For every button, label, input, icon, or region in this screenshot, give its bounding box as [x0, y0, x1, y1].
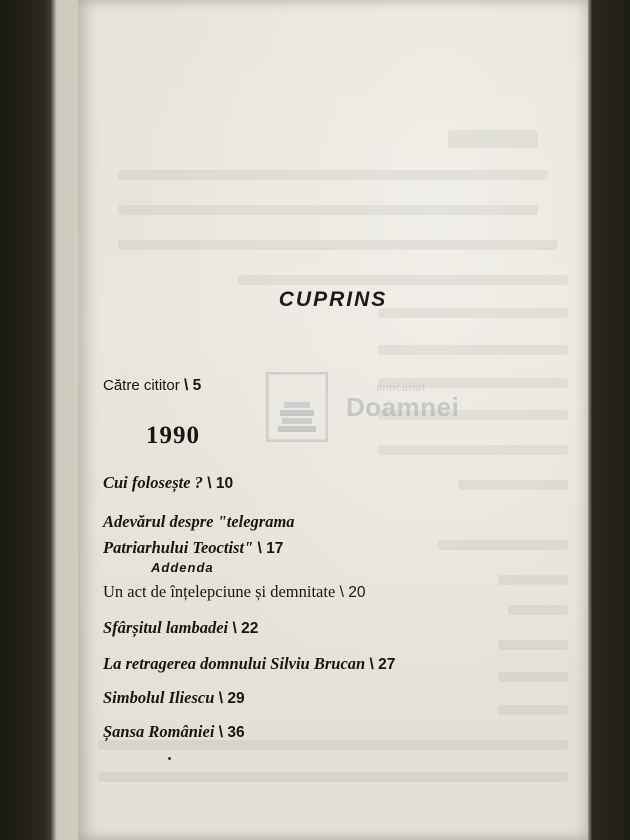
toc-entry: [103, 538, 283, 558]
toc-entry-intro: [103, 377, 201, 395]
toc-entry-label: Șansa României: [103, 722, 215, 741]
watermark: [266, 370, 460, 450]
toc-entry-page: 27: [378, 656, 396, 673]
toc-entry: [103, 722, 245, 742]
toc-entry-page: 5: [192, 377, 202, 394]
section-year: 1990: [146, 422, 200, 449]
addenda-heading: Addenda: [151, 560, 214, 575]
toc-entry-page: 36: [227, 724, 245, 741]
toc-entry-page: 29: [227, 690, 245, 707]
toc-entry-label: Adevărul despre "telegrama: [103, 512, 295, 531]
ink-speck: [168, 757, 171, 760]
toc-entry-sep: \: [365, 656, 379, 673]
toc-entry-page: 17: [266, 540, 284, 557]
toc-entry: [103, 654, 395, 674]
toc-entry-page: 10: [215, 475, 234, 492]
toc-entry-sep: \: [335, 584, 349, 601]
toc-entry-addenda: [103, 582, 365, 602]
watermark-big-text: Doamnei: [346, 392, 460, 422]
toc-entry: [103, 618, 258, 638]
toc-entry-label: Cui folosește ?: [103, 473, 203, 492]
toc-entry-label: Către cititor: [103, 377, 180, 394]
toc-entry: [103, 512, 295, 532]
toc-entry-sep: \: [253, 540, 267, 557]
toc-entry-label: Un act de înțelepciune și demnitate: [103, 582, 336, 601]
toc-entry: [103, 473, 233, 493]
watermark-small-text: anticariat: [376, 382, 426, 394]
page-title: CUPRINS: [278, 288, 388, 311]
toc-entry: [103, 688, 245, 708]
book-page: [78, 0, 588, 840]
bookstore-logo-icon: [266, 372, 328, 442]
toc-entry-sep: \: [202, 475, 216, 492]
toc-entry-sep: \: [228, 620, 242, 637]
toc-entry-label: Simbolul Iliescu: [103, 688, 215, 707]
toc-entry-sep: \: [214, 690, 228, 707]
toc-entry-label: La retragerea domnului Silviu Brucan: [103, 654, 366, 673]
toc-entry-page: 22: [241, 620, 259, 637]
toc-entry-sep: \: [179, 377, 193, 394]
toc-entry-page: 20: [348, 584, 366, 601]
toc-entry-label: Patriarhului Teoctist": [103, 538, 254, 557]
toc-entry-sep: \: [214, 724, 228, 741]
toc-entry-label: Sfârșitul lambadei: [103, 618, 229, 637]
